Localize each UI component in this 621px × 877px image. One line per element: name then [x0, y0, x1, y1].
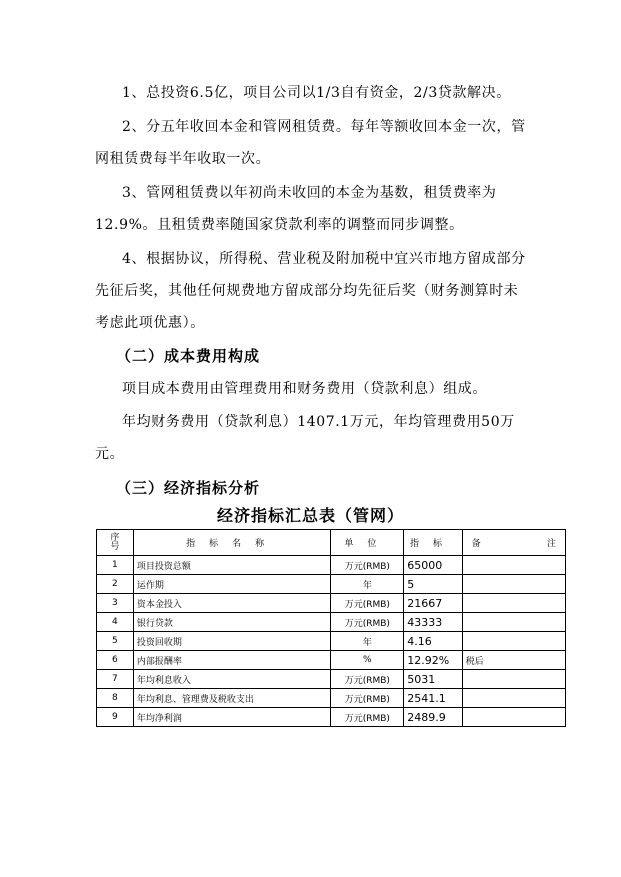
paragraph-4-line-3: 考虑此项优惠）。: [95, 315, 205, 331]
row-indicator-name: 运作期: [133, 575, 331, 594]
header-note: [462, 530, 565, 556]
row-note: [462, 594, 565, 613]
row-note: [462, 670, 565, 689]
row-indicator-name: 投资回收期: [133, 632, 331, 651]
table-header-row: [97, 530, 566, 556]
row-unit: 年: [331, 632, 404, 651]
row-indicator-name: 资本金投入: [133, 594, 331, 613]
row-number: 7: [97, 670, 134, 689]
paragraph-3-line-2: 12.9%。且租赁费率随国家贷款利率的调整而同步调整。: [95, 217, 464, 233]
header-note-right: 注: [546, 539, 556, 549]
economic-indicators-table: [96, 529, 566, 727]
row-note: 税后: [462, 651, 565, 670]
row-unit: 年: [331, 575, 404, 594]
row-value: 5: [404, 575, 462, 594]
row-unit: 万元(RMB): [331, 556, 404, 575]
header-no-top: 序: [110, 532, 120, 543]
table-row: [97, 708, 566, 727]
header-no: [97, 530, 134, 556]
row-indicator-name: 年均利息收入: [133, 670, 331, 689]
row-value: 5031: [404, 670, 462, 689]
row-number: 9: [97, 708, 134, 727]
row-number: 6: [97, 651, 134, 670]
section-2-text-2-line-1: 年均财务费用（贷款利息）1407.1万元，年均管理费用50万: [122, 414, 515, 430]
header-no-bottom: 号: [110, 541, 120, 552]
header-unit: 单位: [331, 530, 404, 556]
row-number: 2: [97, 575, 134, 594]
row-unit: 万元(RMB): [331, 689, 404, 708]
section-2-text-1: 项目成本费用由管理费用和财务费用（贷款利息）组成。: [122, 381, 487, 397]
row-unit: 万元(RMB): [331, 613, 404, 632]
paragraph-2-line-2: 网租赁费每半年收取一次。: [95, 151, 271, 167]
row-number: 5: [97, 632, 134, 651]
row-indicator-name: 年均净利润: [133, 708, 331, 727]
row-note: [462, 556, 565, 575]
row-value: 4.16: [404, 632, 462, 651]
row-unit: 万元(RMB): [331, 670, 404, 689]
table-row: [97, 594, 566, 613]
row-value: 65000: [404, 556, 462, 575]
paragraph-2-line-1: 2、分五年收回本金和管网租赁费。每年等额收回本金一次，管: [122, 119, 526, 135]
row-indicator-name: 项目投资总额: [133, 556, 331, 575]
table-row: [97, 556, 566, 575]
row-indicator-name: 年均利息、管理费及税收支出: [133, 689, 331, 708]
row-note: [462, 575, 565, 594]
row-value: 21667: [404, 594, 462, 613]
paragraph-4-line-2: 先征后奖，其他任何规费地方留成部分均先征后奖（财务测算时未: [95, 283, 519, 299]
header-name: 指标名称: [133, 530, 331, 556]
row-value: 2541.1: [404, 689, 462, 708]
row-value: 2489.9: [404, 708, 462, 727]
table-row: [97, 613, 566, 632]
table-title: 经济指标汇总表（管网）: [216, 506, 404, 525]
row-number: 3: [97, 594, 134, 613]
paragraph-3-line-1: 3、管网租赁费以年初尚未收回的本金为基数，租赁费率为: [122, 185, 497, 201]
row-note: [462, 613, 565, 632]
row-unit: 万元(RMB): [331, 594, 404, 613]
row-note: [462, 689, 565, 708]
table-row: [97, 651, 566, 670]
paragraph-1-line-1: 1、总投资6.5亿，项目公司以1/3自有资金，2/3贷款解决。: [122, 85, 511, 101]
table-row: [97, 689, 566, 708]
table-row: [97, 632, 566, 651]
row-unit: %: [331, 651, 404, 670]
table-row: [97, 670, 566, 689]
row-number: 4: [97, 613, 134, 632]
header-note-left: 备: [471, 539, 481, 549]
table-body: [97, 556, 566, 727]
row-value: 43333: [404, 613, 462, 632]
section-3-heading: （三）经济指标分析: [116, 479, 261, 497]
row-indicator-name: 银行贷款: [133, 613, 331, 632]
header-value: 指标: [404, 530, 462, 556]
section-2-text-2-line-2: 元。: [95, 446, 125, 462]
row-value: 12.92%: [404, 651, 462, 670]
table-row: [97, 575, 566, 594]
row-unit: 万元(RMB): [331, 708, 404, 727]
paragraph-4-line-1: 4、根据协议，所得税、营业税及附加税中宜兴市地方留成部分: [122, 251, 526, 267]
row-note: [462, 708, 565, 727]
row-number: 1: [97, 556, 134, 575]
row-number: 8: [97, 689, 134, 708]
row-note: [462, 632, 565, 651]
row-indicator-name: 内部报酬率: [133, 651, 331, 670]
section-2-heading: （二）成本费用构成: [116, 347, 261, 365]
